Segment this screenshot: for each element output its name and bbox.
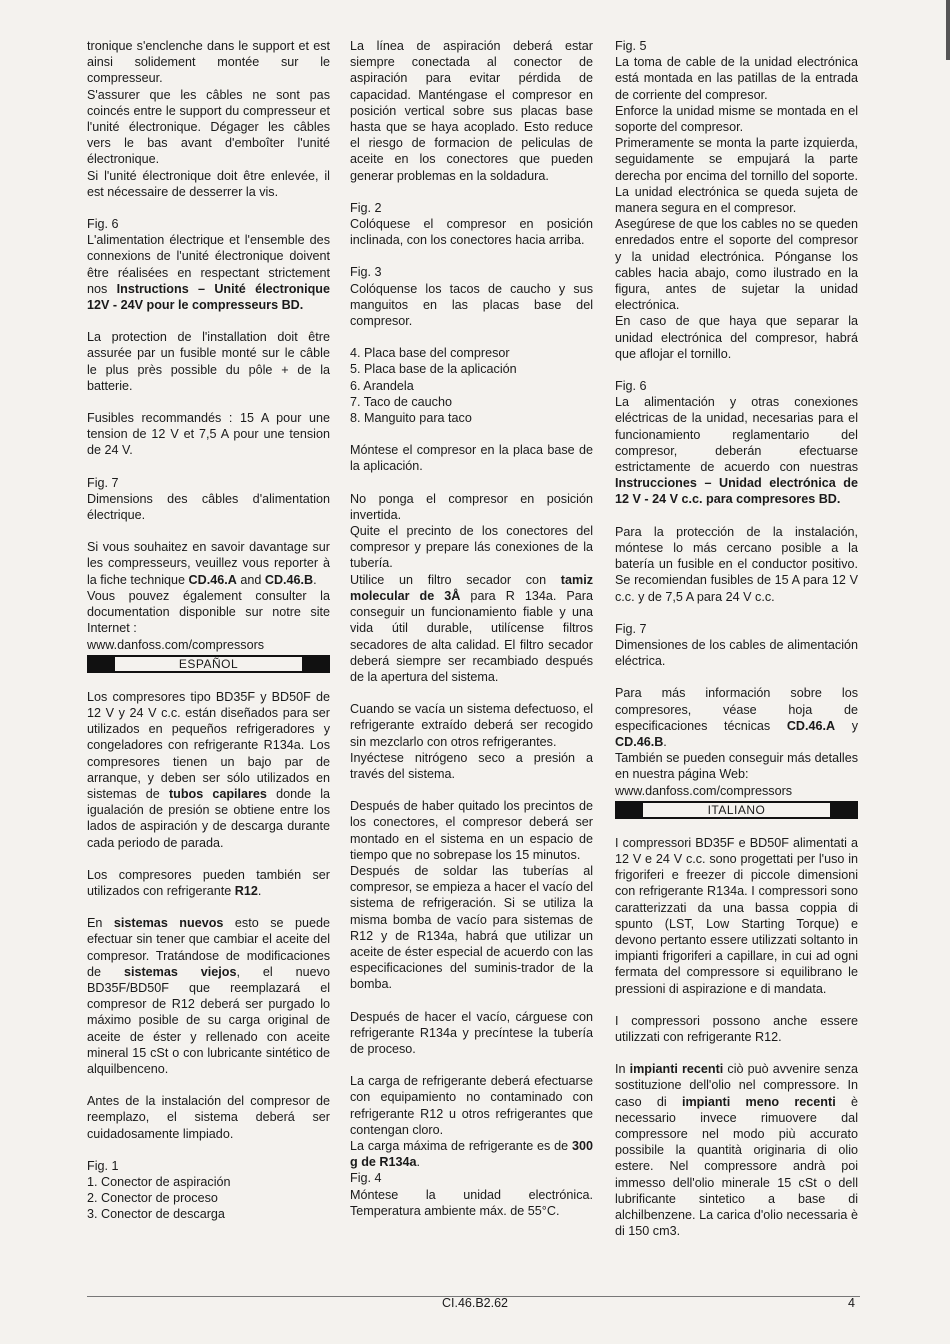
figure-label: Fig. 5 <box>615 39 647 53</box>
paragraph: La carga de refrigerante deberá efectuarse con equipamiento no contaminado con refrigerante R12 u otros refrigerantes que contengan cloro. <box>350 1074 593 1137</box>
document-code: CI.46.B2.62 <box>441 1296 508 1310</box>
paragraph: También se pueden conseguir más detalles en nuestra página Web: <box>615 751 858 782</box>
section-header-italiano: ITALIANO <box>615 801 858 819</box>
paragraph: La toma de cable de la unidad electrónica está montada en las patillas de la entrada de corriente del compresor. <box>615 55 858 102</box>
paragraph: Móntese el compresor en la placa base de la aplicación. <box>350 443 593 474</box>
list-item: 4. Placa base del compresor <box>350 346 510 361</box>
paragraph: tronique s'enclenche dans le support et est ainsi solidement montée sur le compresseur. <box>87 39 330 86</box>
paragraph: L'alimentation électrique et l'ensemble des connexions de l'unité électronique doivent être réalisées en respectant strictement nos Instructions – Unité électronique 12V - 24V pour le compresseurs BD. <box>87 233 330 313</box>
figure-label: Fig. 7 <box>87 475 119 490</box>
paragraph: Dimensions des câbles d'alimentation électrique. <box>87 491 330 523</box>
mounting-parts-list <box>350 345 593 426</box>
list-item: 1. Conector de aspiración <box>87 1174 231 1189</box>
connector-list <box>87 1174 330 1223</box>
page-edge-mark <box>946 0 950 60</box>
figure-label: Fig. 2 <box>350 200 382 215</box>
paragraph: I compressori BD35F e BD50F alimentati a 12 V e 24 V c.c. sono progettati per l'uso in frigoriferi e freezer di piccole dimensioni con refrigerante R134a. I compressori sono caratterizzati da una bassa coppia di spunto (LST, Low Starting Torque) e devono pertanto essere utilizzati soltanto in impianti frigoriferi a capillare, in cui ad ogni fermata del compressore si equilibrano le pressioni di aspirazione e di mandata. <box>615 835 858 996</box>
list-item: 5. Placa base de la aplicación <box>350 362 517 377</box>
figure-label: Fig. 4 <box>350 1171 382 1186</box>
paragraph: Fusibles recommandés : 15 A pour une tension de 12 V et 7,5 A pour une tension de 24 V. <box>87 411 330 458</box>
list-item: 7. Taco de caucho <box>350 394 452 409</box>
paragraph: Después de haber quitado los precintos de los conectores, el compresor deberá ser montado en el sistema en un espacio de tiempo que no sobrepase los 15 minutos. <box>350 799 593 862</box>
paragraph: En caso de que haya que separar la unidad electrónica del compresor, habrá que aflojar el tornillo. <box>615 314 858 361</box>
paragraph: Colóquense los tacos de caucho y sus manguitos en las placas base del compresor. <box>350 281 593 329</box>
paragraph: Cuando se vacía un sistema defectuoso, el refrigerante extraído deberá ser recogido sin mezclarlo con otros refrigerantes. <box>350 702 593 749</box>
figure-label: Fig. 7 <box>615 621 647 636</box>
column-french-spanish <box>87 38 330 1223</box>
paragraph: Primeramente se monta la parte izquierda, seguidamente se empujará la parte derecha por encima del tornillo del soporte. La unidad electrónica se queda sujeta de manera segura en el compresor. <box>615 136 858 216</box>
paragraph: Inyéctese nitrógeno seco a presión a través del sistema. <box>350 750 593 781</box>
paragraph: Móntese la unidad electrónica. Temperatura ambiente máx. de 55°C. <box>350 1187 593 1218</box>
paragraph: Los compresores pueden también ser utilizados con refrigerante R12. <box>87 867 330 898</box>
list-item: 3. Conector de descarga <box>87 1207 225 1222</box>
paragraph: Después de soldar las tuberías al compresor, se empieza a hacer el vacío del sistema de refrigeración. Si se utiliza la misma bomba de vacío para sistemas de R12 y de R134a, habrá que utilizar un aceite de éster especial de acuerdo con las especificaciones del suminis-trador de la bomba. <box>350 863 593 992</box>
list-item: 8. Manguito para taco <box>350 411 472 426</box>
paragraph: Para la protección de la instalación, móntese lo más cercano posible a la batería un fusible en el conductor positivo. Se recomiendan fusibles de 15 A para 12 V c.c. y de 7,5 A para 24 V c.c. <box>615 524 858 604</box>
page-number: 4 <box>848 1296 855 1310</box>
paragraph: In impianti recenti ciò può avvenire senza sostituzione dell'olio nel compressore. In caso di impianti meno recenti è necessario invece rimuovere dal compressore nel modo più accurato possibile la quantità originaria di olio estere. Nel compressore andrà poi immesso dell'olio minerale 15 cSt o dell lubrificante sintetico a base di alchilbenzene. La carica d'olio necessaria è di 150 cm3. <box>615 1062 858 1239</box>
paragraph: S'assurer que les câbles ne sont pas coincés entre le support du compresseur et l'unité électronique. Dégager les câbles vers le bas avant d'emboîter l'unité électronique. <box>87 87 330 167</box>
website-link[interactable]: www.danfoss.com/compressors <box>615 783 793 798</box>
paragraph: Colóquese el compresor en posición inclinada, con los conectores hacia arriba. <box>350 217 593 248</box>
paragraph: Los compresores tipo BD35F y BD50F de 12 V y 24 V c.c. están diseñados para ser utilizados en pequeños refrigeradores y congeladores con refrigerante R134a. Los compresores tienen un bajo par de arranque, y deben ser sólo utilizados en sistemas de tubos capilares donde la igualación de presión se obtiene entre los lados de aspiración y de descarga durante cada periodo de parada. <box>87 689 331 850</box>
column-spanish-installation <box>350 38 593 1219</box>
figure-label: Fig. 6 <box>87 217 119 232</box>
paragraph: Si vous souhaitez en savoir davantage sur les compresseurs, veuillez vous reporter à la fiche technique CD.46.A and CD.46.B. <box>87 540 330 587</box>
paragraph: Asegúrese de que los cables no se queden enredados entre el soporte del compresor y la unidad electrónica. Pónganse los cables hacia abajo, como ilustrado en la figura, antes de sujetar la unidad electrónica. <box>615 217 858 313</box>
paragraph: La línea de aspiración deberá estar siempre conectada al conector de aspiración para evitar pérdida de capacidad. Manténgase el compresor en posición vertical sobre sus placas base hasta que se haya acoplado. Esto reduce el riesgo de formacion de peliculas de aceite en los conectores que pueden generar problemas en la soldadura. <box>350 39 593 183</box>
figure-label: Fig. 3 <box>350 265 382 280</box>
paragraph: Quite el precinto de los conectores del compresor y prepare lás conexiones de la tubería. <box>350 524 593 571</box>
paragraph: Para más información sobre los compresores, véase hoja de especificaciones técnicas CD.46.A y CD.46.B. <box>615 686 859 749</box>
paragraph: La carga máxima de refrigerante es de 300 g de R134a. <box>350 1138 593 1170</box>
section-header-espanol: ESPAÑOL <box>87 655 330 673</box>
paragraph: En sistemas nuevos esto se puede efectuar sin tener que cambiar el aceite del compresor. Tratándose de modificaciones de sistemas viejos, el nuevo BD35F/BD50F que reemplazará el compresor de R12 deberá ser purgado lo máximo posible de su carga original de aceite de éster y rellenado con aceite mineral 15 cSt o con lubricante sintético de alquilbenceno. <box>87 916 331 1076</box>
paragraph: I compressori possono anche essere utilizzati con refrigerante R12. <box>615 1013 858 1044</box>
paragraph: No ponga el compresor en posición invertida. <box>350 491 593 522</box>
paragraph: Si l'unité électronique doit être enlevée, il est nécessaire de desserrer la vis. <box>87 168 330 199</box>
figure-label: Fig. 1 <box>87 1158 119 1173</box>
paragraph: Vous pouvez également consulter la documentation disponible sur notre site Internet : <box>87 588 330 636</box>
paragraph: Utilice un filtro secador con tamiz molecular de 3Å para R 134a. Para conseguir un funcionamiento fiable y una vida útil durable, utilícense filtros secadores de alta calidad. El filtro secador deberá siempre ser recambiado después de la apertura del sistema. <box>350 572 593 684</box>
paragraph: La protection de l'installation doit être assurée par un fusible monté sur le câble le plus près possible du pôle + de la batterie. <box>87 330 330 393</box>
column-spanish-italian <box>615 38 858 1239</box>
website-link[interactable]: www.danfoss.com/compressors <box>87 637 265 652</box>
paragraph: La alimentación y otras conexiones eléctricas de la unidad, necesarias para el funcionamiento reglamentario del compresor, deberán efectuarse estrictamente de acuerdo con nuestras Instrucciones – Unidad electrónica de 12 V - 24 V c.c. para compresores BD. <box>615 395 858 507</box>
paragraph: Antes de la instalación del compresor de reemplazo, el sistema deberá ser cuidadosamente limpiado. <box>87 1094 330 1141</box>
figure-label: Fig. 6 <box>615 379 647 394</box>
paragraph: Después de hacer el vacío, cárguese con refrigerante R134a y precíntese la tubería de proceso. <box>350 1009 593 1056</box>
list-item: 2. Conector de proceso <box>87 1191 218 1206</box>
paragraph: Enforce la unidad misme se montada en el soporte del compresor. <box>615 103 858 135</box>
list-item: 6. Arandela <box>350 378 414 393</box>
paragraph: Dimensiones de los cables de alimentación eléctrica. <box>615 637 858 669</box>
